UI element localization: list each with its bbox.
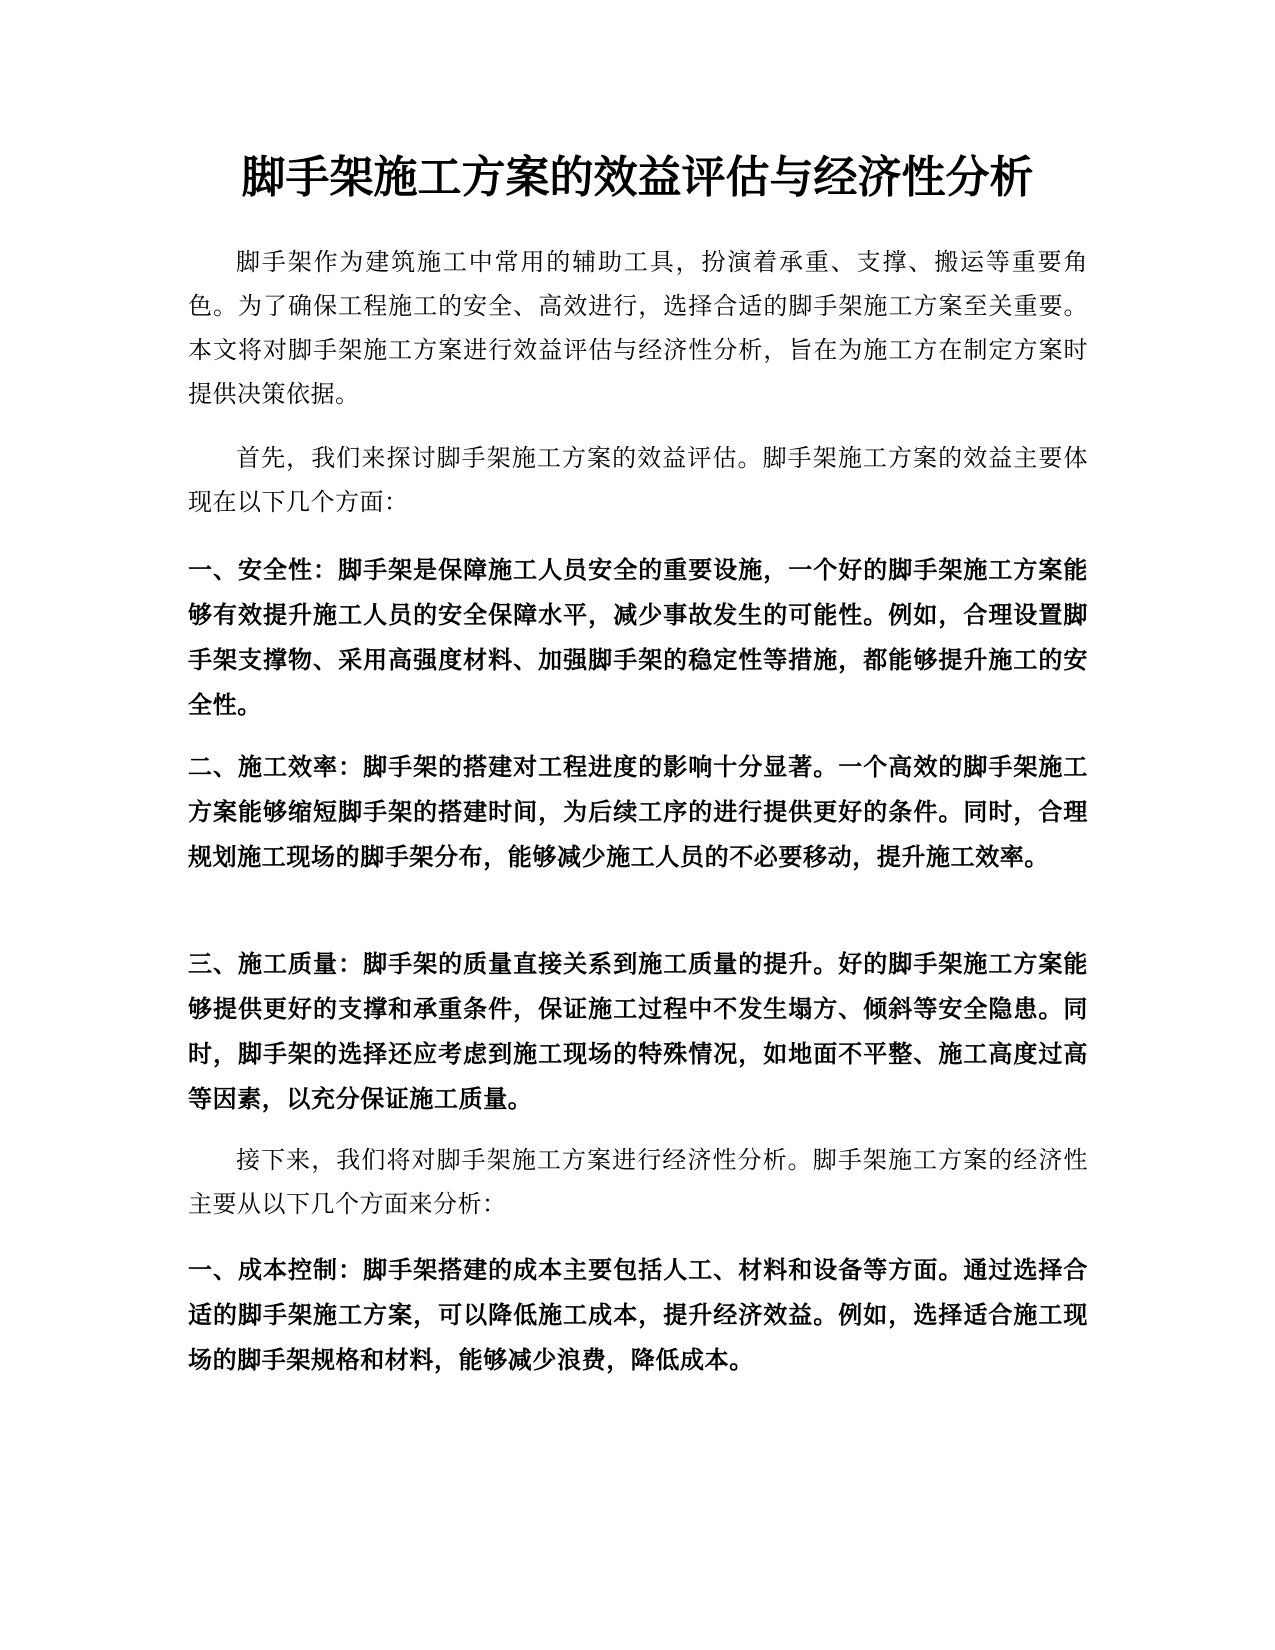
quality-paragraph: 三、施工质量：脚手架的质量直接关系到施工质量的提升。好的脚手架施工方案能够提供更好的支撑和承重条件，保证施工过程中不发生塌方、倾斜等安全隐患。同时，脚手架的选择还应考虑到施工现场的特殊情况，如地面不平整、施工高度过高等因素，以充分保证施工质量。 — [188, 950, 1088, 1113]
cost-control-paragraph: 一、成本控制：脚手架搭建的成本主要包括人工、材料和设备等方面。通过选择合适的脚手架施工方案，可以降低施工成本，提升经济效益。例如，选择适合施工现场的脚手架规格和材料，能够减少浪费，降低成本。 — [188, 1256, 1088, 1374]
economic-intro-paragraph: 接下来，我们将对脚手架施工方案进行经济性分析。脚手架施工方案的经济性主要从以下几个方面来分析： — [188, 1146, 1088, 1218]
efficiency-paragraph: 二、施工效率：脚手架的搭建对工程进度的影响十分显著。一个高效的脚手架施工方案能够缩短脚手架的搭建时间，为后续工序的进行提供更好的条件。同时，合理规划施工现场的脚手架分布，能够减少施工人员的不必要移动，提升施工效率。 — [188, 753, 1088, 871]
document-title: 脚手架施工方案的效益评估与经济性分析 — [241, 152, 1034, 203]
benefit-intro-paragraph: 首先，我们来探讨脚手架施工方案的效益评估。脚手架施工方案的效益主要体现在以下几个方面： — [188, 444, 1088, 516]
intro-paragraph: 脚手架作为建筑施工中常用的辅助工具，扮演着承重、支撑、搬运等重要角色。为了确保工程施工的安全、高效进行，选择合适的脚手架施工方案至关重要。本文将对脚手架施工方案进行效益评估与经济性分析，旨在为施工方在制定方案时提供决策依据。 — [188, 248, 1088, 408]
safety-paragraph: 一、安全性：脚手架是保障施工人员安全的重要设施，一个好的脚手架施工方案能够有效提升施工人员的安全保障水平，减少事故发生的可能性。例如，合理设置脚手架支撑物、采用高强度材料、加强脚手架的稳定性等措施，都能够提升施工的安全性。 — [188, 556, 1088, 719]
